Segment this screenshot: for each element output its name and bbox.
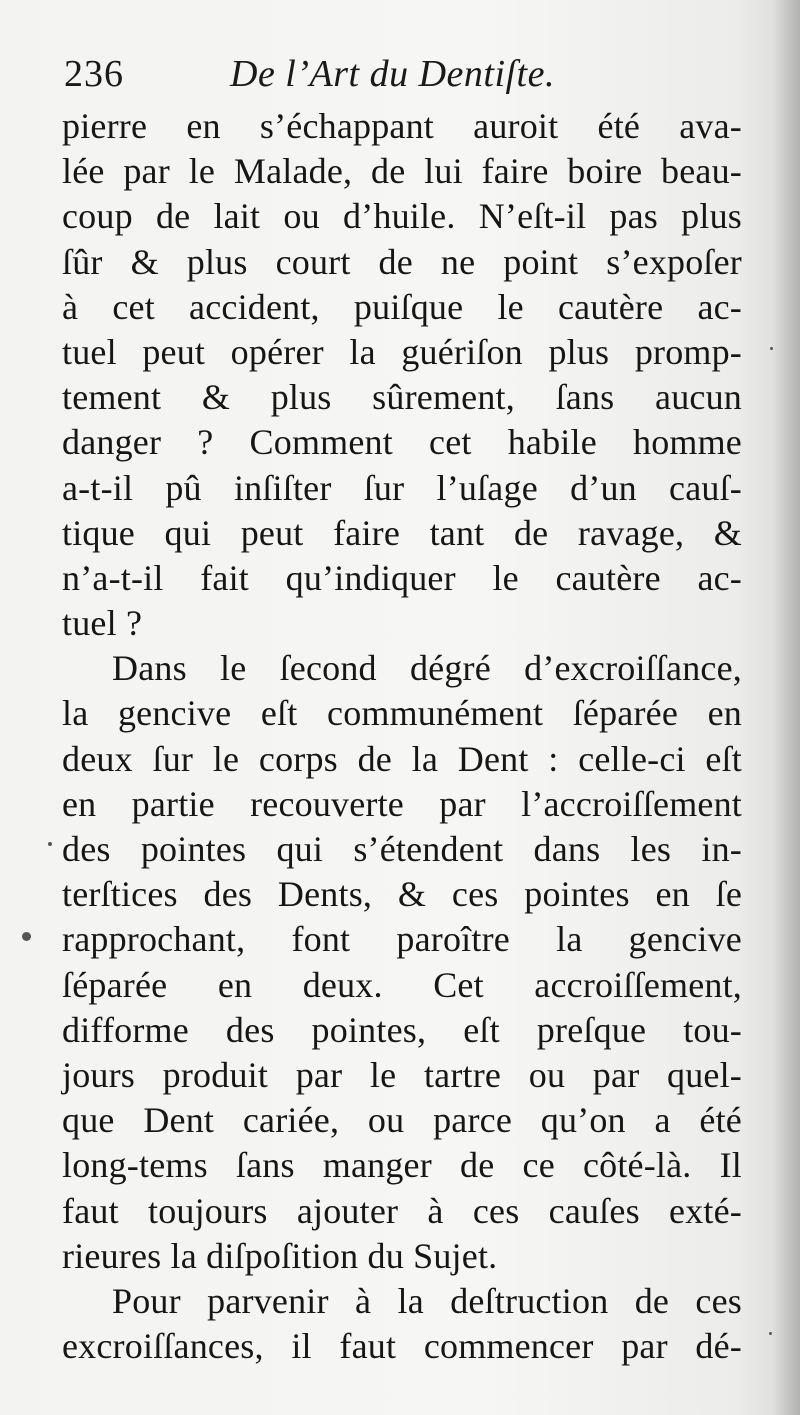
text-line: tuel peut opérer la guériſon plus promp- — [62, 331, 742, 372]
text-line: deux ſur le corps de la Dent : celle-ci eſt — [62, 738, 742, 779]
text-line: rieures la diſpoſition du Sujet. — [62, 1235, 498, 1276]
paragraph — [62, 646, 742, 1279]
ink-speck — [48, 842, 52, 846]
text-line: en partie recouverte par l’accroiſſement — [62, 783, 742, 824]
text-line: à cet accident, puiſque le cautère ac- — [62, 286, 742, 327]
text-line: excroiſſances, il faut commencer par dé- — [62, 1326, 742, 1367]
text-line: faut toujours ajouter à ces cauſes exté- — [62, 1190, 742, 1231]
text-line: pierre en s’échappant auroit été ava- — [62, 106, 742, 146]
text-line: n’a-t-il fait qu’indiquer le cautère ac- — [62, 557, 742, 598]
text-line: coup de lait ou d’huile. N’eſt-il pas plus — [62, 196, 742, 237]
text-line: terſtices des Dents, & ces pointes en ſe — [62, 874, 742, 915]
text-line: Dans le ſecond dégré d’excroiſſance, — [112, 648, 742, 689]
text-line: rapprochant, font paroître la gencive — [62, 919, 742, 960]
text-line: long-tems ſans manger de ce côté-là. Il — [62, 1145, 742, 1186]
text-line: des pointes qui s’étendent dans les in- — [62, 829, 742, 869]
text-line: tique qui peut faire tant de ravage, & — [62, 512, 742, 553]
text-line: difforme des pointes, eſt preſque tou- — [62, 1009, 742, 1050]
ink-speck — [769, 1332, 772, 1335]
body-text — [62, 104, 742, 1369]
text-line: la gencive eſt communément ſéparée en — [62, 693, 742, 734]
ink-speck — [22, 932, 31, 941]
text-line: tement & plus sûrement, ſans aucun — [62, 377, 742, 418]
ink-speck — [770, 347, 773, 350]
text-line: ſûr & plus court de ne point s’expoſer — [62, 241, 742, 282]
text-line: lée par le Malade, de lui faire boire beau- — [62, 151, 742, 192]
text-line: danger ? Comment cet habile homme — [62, 422, 742, 463]
text-line: Pour parvenir à la deſtruction de ces — [112, 1280, 742, 1321]
running-header — [64, 52, 764, 102]
text-line: a-t-il pû inſiſter ſur l’uſage d’un cauſ- — [62, 467, 742, 508]
text-line: que Dent cariée, ou parce qu’on a été — [62, 1100, 742, 1141]
text-line: jours produit par le tartre ou par quel- — [62, 1054, 742, 1095]
text-line: tuel ? — [62, 603, 143, 644]
page-gutter-shadow — [772, 0, 800, 1415]
paragraph — [62, 104, 742, 646]
page-number: 236 — [64, 53, 124, 95]
paragraph — [62, 1279, 742, 1369]
text-line: ſéparée en deux. Cet accroiſſement, — [62, 964, 742, 1005]
running-title: De l’Art du Dentiſte. — [230, 53, 555, 95]
